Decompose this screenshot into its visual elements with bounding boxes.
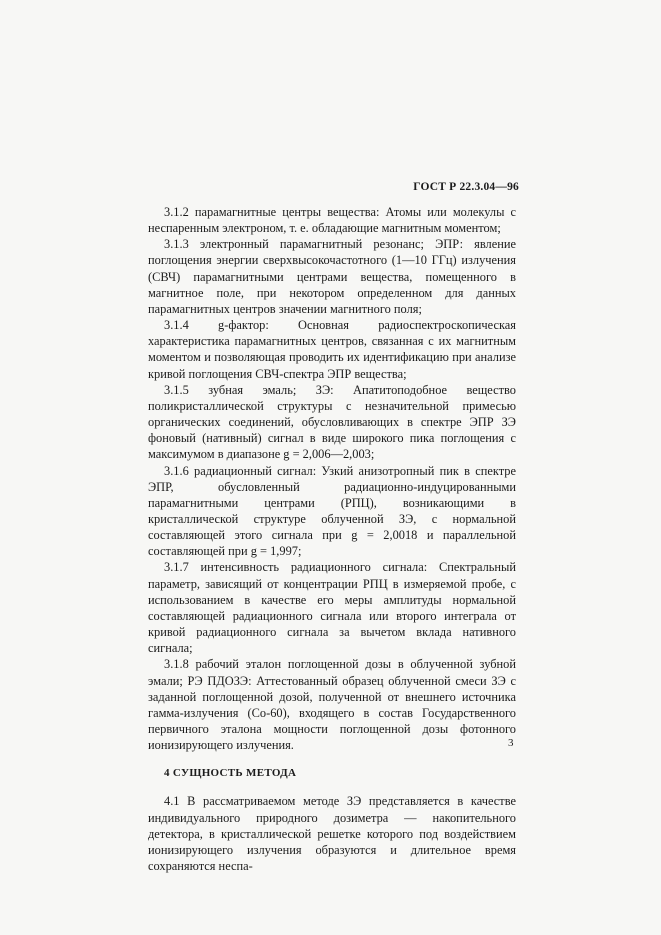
- paragraph-4-1: 4.1 В рассматриваемом методе ЗЭ представляется в качестве индивидуального природного дозиметра — накопительного детектора, в кристаллической решетке которого под воздействием ионизирующего излучения образуются и длительное время сохраняются неспа-: [148, 794, 516, 874]
- paragraph-3-1-7: 3.1.7 интенсивность радиационного сигнала: Спектральный параметр, зависящий от концентрации РПЦ в измеряемой пробе, с использованием в качестве его меры амплитуды нормальной составляющей радиационного сигнала или второго интеграла от кривой радиационного сигнала за вычетом вклада нативного сигнала;: [148, 560, 516, 656]
- paragraph-3-1-3: 3.1.3 электронный парамагнитный резонанс; ЭПР: явление поглощения энергии сверхвысокочастотного (1—10 ГГц) излучения (СВЧ) парамагнитными центрами вещества, помещенного в магнитное поле, при некотором определенном для данных парамагнитных центров значении магнитного поля;: [148, 237, 516, 316]
- page-number: 3: [508, 737, 514, 749]
- standard-header: ГОСТ Р 22.3.04—96: [413, 181, 519, 193]
- paragraph-3-1-6: 3.1.6 радиационный сигнал: Узкий анизотропный пик в спектре ЭПР, обусловленный радиационно-индуцированными парамагнитными центрами (РПЦ), возникающими в кристаллической структуре облученной ЗЭ, с нормальной составляющей этого сигнала при g = 2,0018 и параллельной составляющей при g = 1,997;: [148, 463, 516, 559]
- section-title: 4 СУЩНОСТЬ МЕТОДА: [164, 767, 297, 780]
- paragraph-3-1-5: 3.1.5 зубная эмаль; ЗЭ: Апатитоподобное вещество поликристаллической структуры с незначительной примесью органических соединений, обусловливающих в спектре ЭПР ЗЭ фоновый (нативный) сигнал в виде широкого пика поглощения с максимумом в диапазоне g = 2,006—2,003;: [148, 382, 516, 462]
- paragraph-3-1-8: 3.1.8 рабочий эталон поглощенной дозы в облученной зубной эмали; РЭ ПДОЗЭ: Аттестованный образец облученной смеси ЗЭ с заданной поглощенной дозой, полученной от внешнего источника гамма-излучения (Со-60), входящего в состав Государственного первичного эталона мощности поглощенной дозы фотонного ионизирующего излучения.: [148, 657, 516, 753]
- paragraph-3-1-2: 3.1.2 парамагнитные центры вещества: Атомы или молекулы с неспаренным электроном, т. е. обладающие магнитным моментом;: [148, 205, 516, 236]
- paragraph-3-1-4: 3.1.4 g-фактор: Основная радиоспектроскопическая характеристика парамагнитных центров, связанная с их магнитным моментом и позволяющая проводить их идентификацию при анализе кривой поглощения СВЧ-спектра ЭПР вещества;: [148, 318, 516, 381]
- body-text: [148, 204, 516, 874]
